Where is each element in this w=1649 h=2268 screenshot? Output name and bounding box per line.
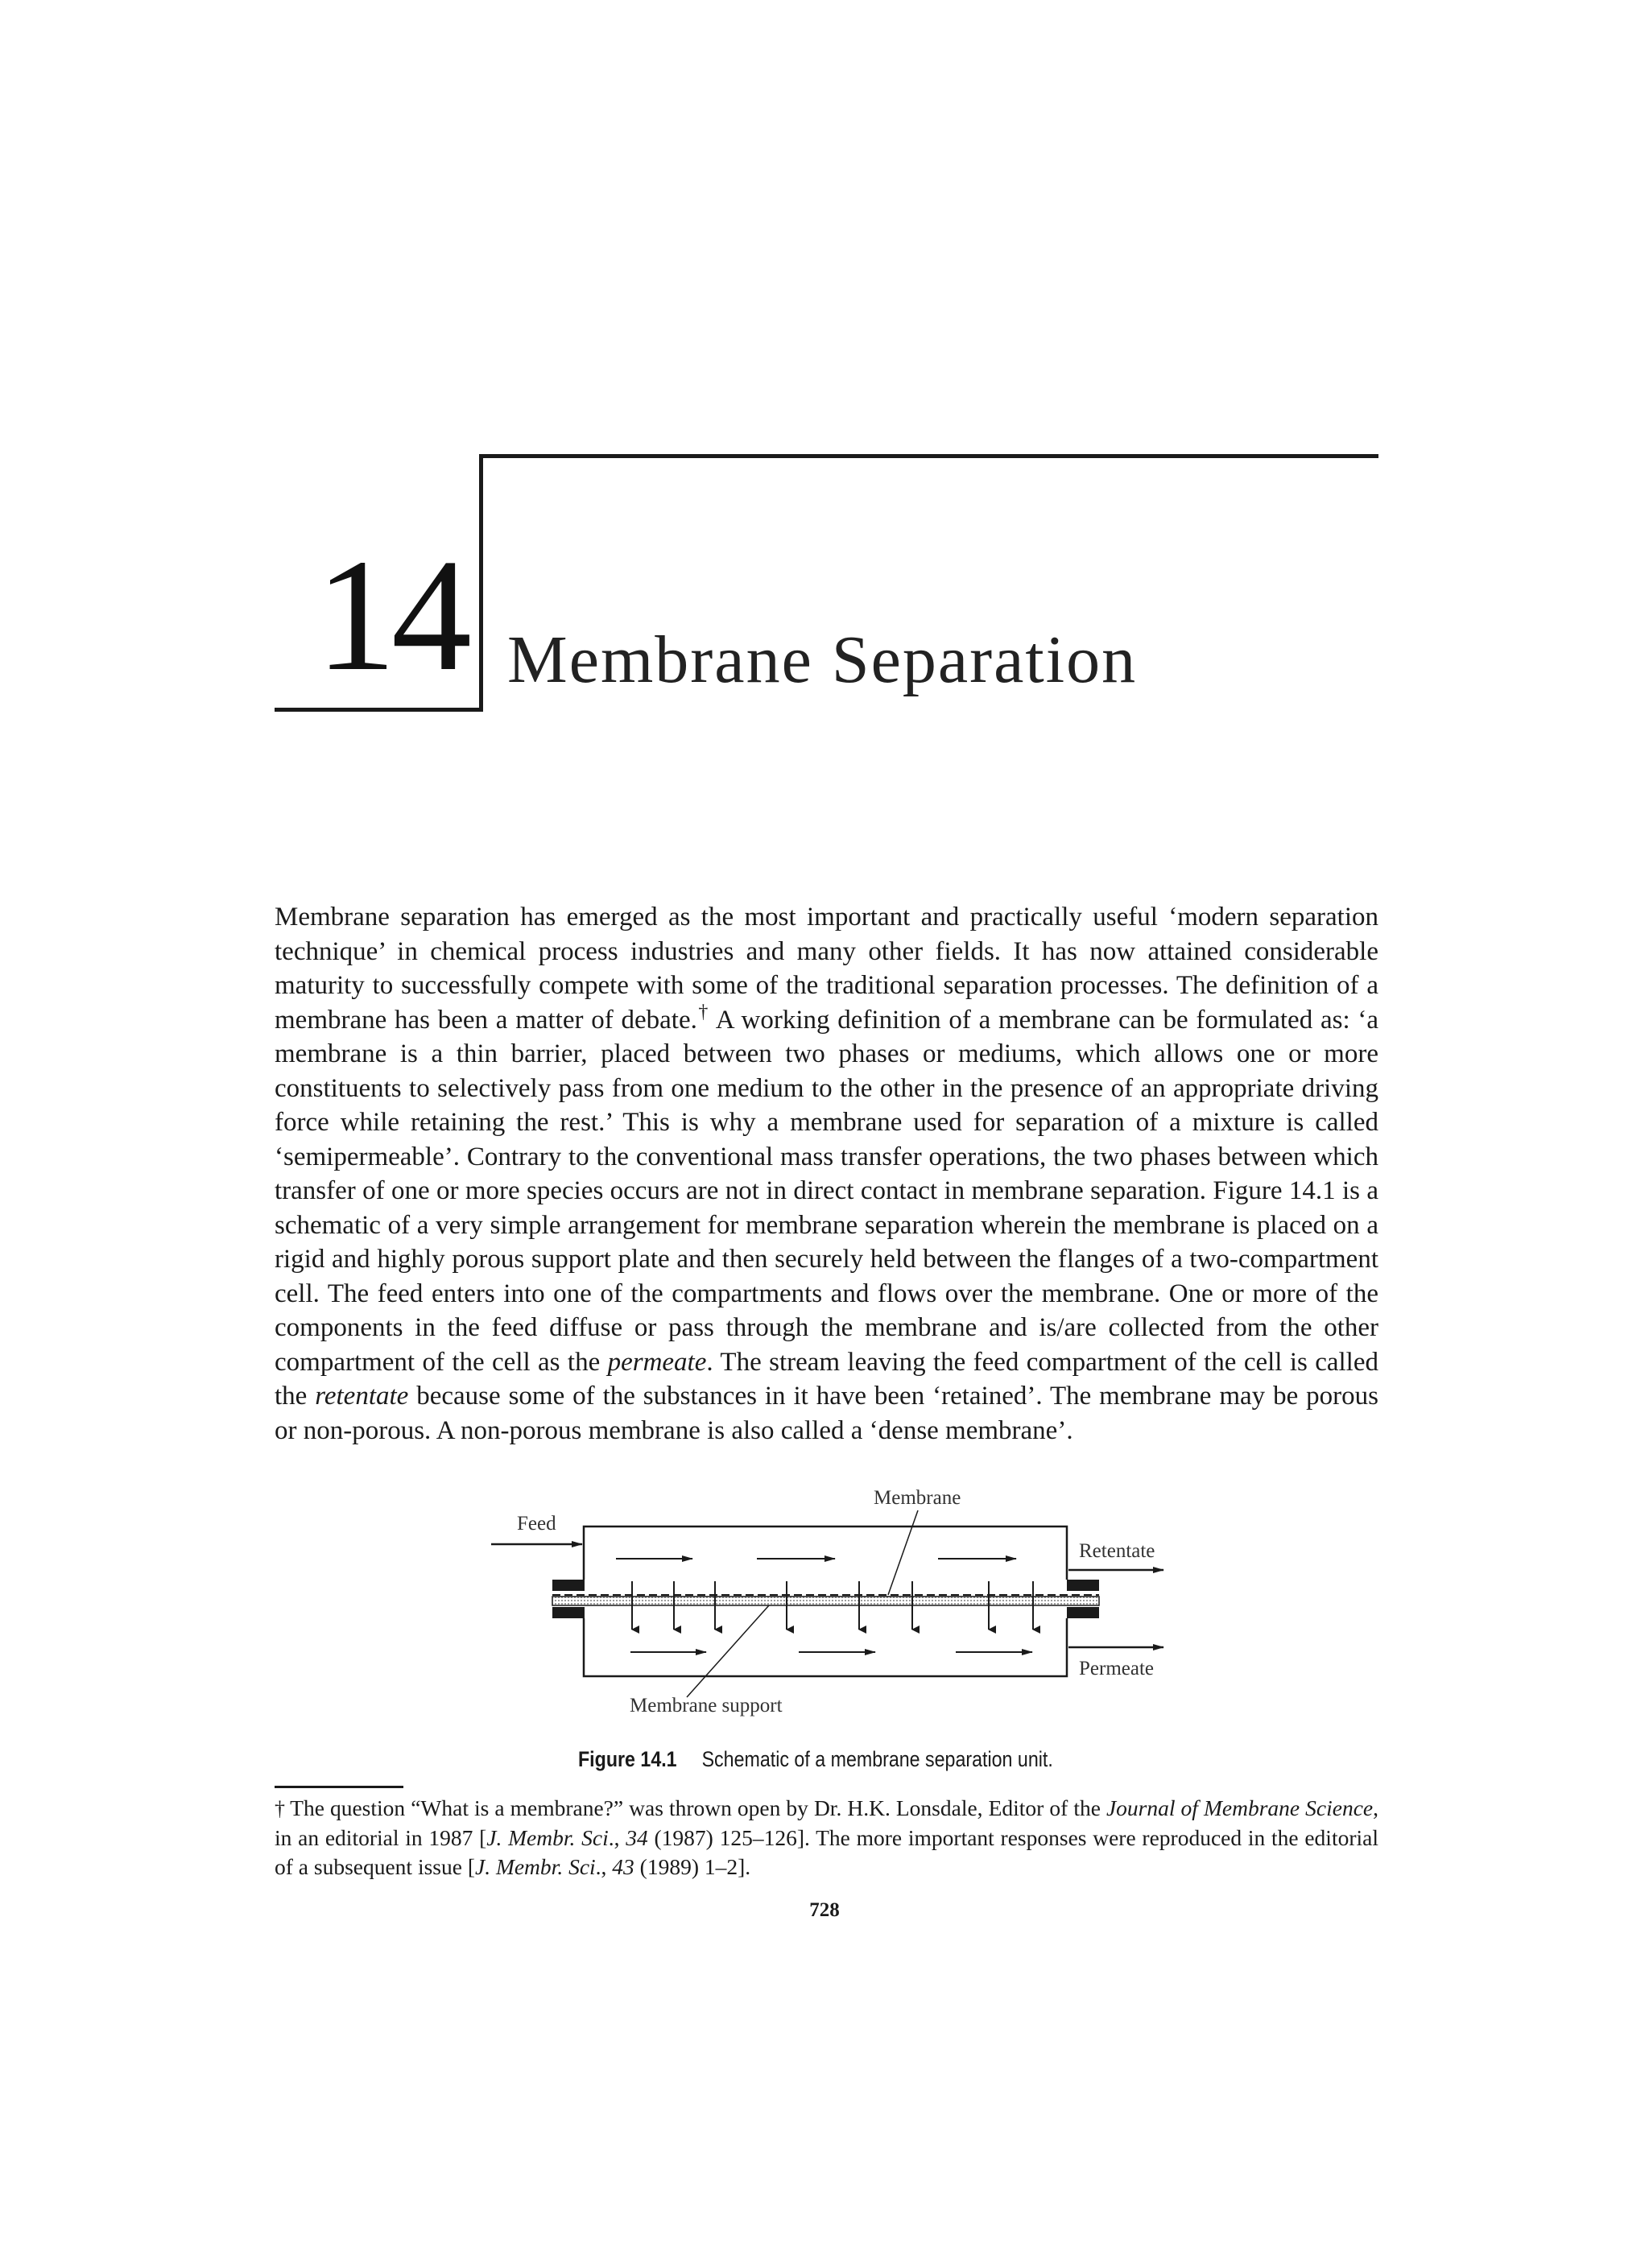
right-lower-flange [1067,1607,1099,1618]
right-upper-flange [1067,1580,1099,1591]
footnote-volume: 34 [626,1825,648,1850]
membrane-support-label: Membrane support [630,1695,783,1716]
membrane-label: Membrane [874,1489,961,1509]
left-upper-flange [552,1580,585,1591]
feed-compartment-outline [584,1526,1067,1580]
footnote-separator-rule [275,1786,403,1788]
permeate-label: Permeate [1079,1658,1155,1679]
footnote-text-part: ., [608,1825,626,1850]
footnote-reference-mark[interactable]: † [696,1001,709,1022]
feed-label: Feed [517,1513,556,1535]
body-text-part: . The stream leaving the feed compartment of the cell is called the [275,1347,1378,1411]
footnote-journal-name: Journal of Membrane Science [1106,1795,1374,1820]
page-number: 728 [809,1899,840,1921]
chapter-frame-bottom-rule [275,708,483,712]
footnote-text-part: (1989) 1–2]. [634,1854,751,1879]
left-lower-flange [552,1607,585,1618]
chapter-frame-vertical-rule [479,454,483,712]
footnote-journal-abbreviation: J. Membr. Sci [486,1825,609,1850]
footnote-volume: 43 [612,1854,634,1879]
footnote [275,1794,1378,1882]
chapter-frame-top-rule [479,454,1378,458]
chapter-number: 14 [316,527,467,704]
membrane-separation-figure [483,1489,1208,1731]
membrane-unit-schematic [483,1489,1208,1731]
figure-caption-label: Figure 14.1 [578,1747,677,1771]
membrane-leader-line [888,1510,918,1595]
figure-caption [578,1745,1053,1773]
footnote-text-part: , in an editorial in 1987 [ [275,1795,1379,1850]
body-paragraph [275,900,1378,1448]
body-text-part: A working definition of a membrane can be formulated as: ‘a membrane is a thin barrier, placed between two phases or mediums, which allows one or more constituents to selectively pass from one medium to the other in the presence of an appropriate driving force while retaining the rest.’ This is why a membrane used for separation of a mixture is called ‘semipermeable’. Contrary to the conventional mass transfer operations, the two phases between which transfer of one or more species occurs are not in direct contact in membrane separation. Figure 14.1 is a schematic of a very simple arrangement for membrane separation wherein the membrane is placed on a rigid and highly porous support plate and then securely held between the flanges of a two-compartment cell. The feed enters into one of the compartments and flows over the membrane. One or more of the components in the feed diffuse or pass through the membrane and is/are collected from the other compartment of the cell as the [275,1005,1378,1377]
body-text-part: because some of the substances in it have been ‘retained’. The membrane may be porous or non-porous. A non-porous membrane is also called a ‘dense membrane’. [275,1382,1378,1445]
footnote-text-part: (1987) 125–126]. The more important responses were reproduced in the editorial of a subsequent issue [ [275,1825,1378,1879]
footnote-text-part: The question “What is a membrane?” was thrown open by Dr. H.K. Lonsdale, Editor of the [290,1795,1106,1820]
figure-caption-text: Schematic of a membrane separation unit. [701,1747,1053,1771]
footnote-journal-abbreviation: J. Membr. Sci [474,1854,596,1879]
membrane-support-plate [552,1597,1099,1605]
footnote-mark: † [275,1797,286,1820]
permeate-compartment-outline [584,1618,1067,1676]
term-permeate: permeate [607,1347,707,1377]
chapter-title: Membrane Separation [507,622,1138,697]
term-retentate: retentate [315,1382,409,1411]
body-text-part: Membrane separation has emerged as the most important and practically useful ‘modern separation technique’ in chemical process industries and many other fields. It has now attained considerable maturity to successfully compete with some of the traditional separation processes. The definition of a membrane has been a matter of debate. [275,903,1378,1035]
retentate-label: Retentate [1079,1540,1155,1562]
footnote-text-part: ., [595,1854,613,1879]
